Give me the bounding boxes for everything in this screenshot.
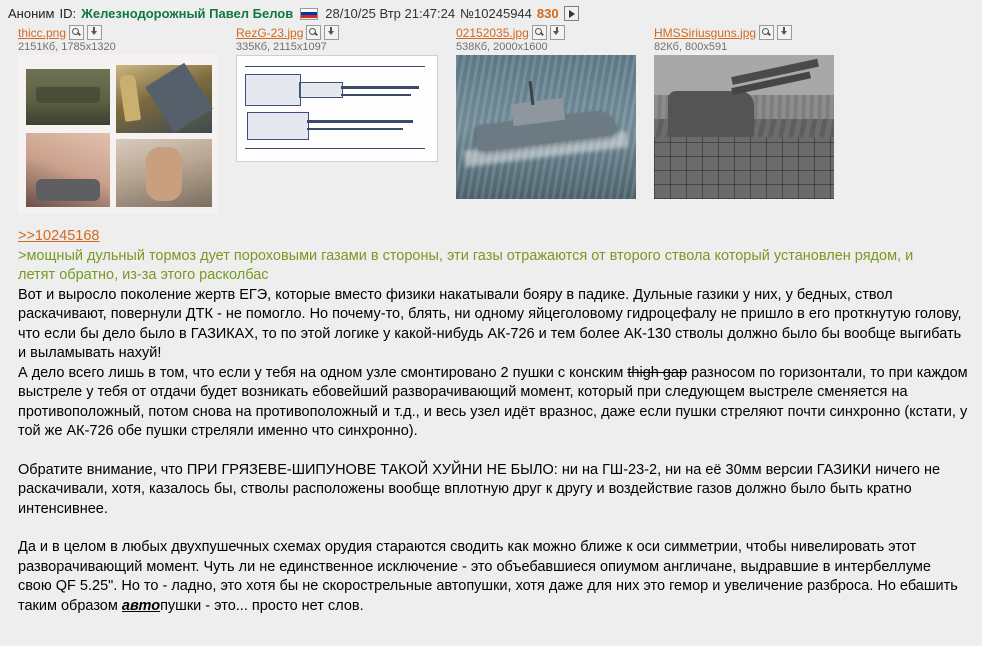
download-icon[interactable] [87, 25, 102, 40]
paragraph-4-part-2: пушки - это... просто нет слов. [160, 597, 364, 614]
thumb-tank-region [26, 69, 110, 125]
paragraph-4 [18, 538, 968, 616]
search-icon[interactable] [532, 25, 547, 40]
attachment-1 [18, 25, 218, 213]
attachment-3-thumbnail[interactable] [456, 55, 636, 199]
attachment-4 [654, 25, 834, 199]
blueprint-part [299, 82, 343, 98]
id-label: ID: [59, 6, 77, 21]
attachment-2-filename[interactable]: RezG-23.jpg [236, 25, 304, 40]
download-icon[interactable] [324, 25, 339, 40]
play-icon[interactable] [564, 6, 579, 21]
download-icon[interactable] [550, 25, 565, 40]
paragraph-spacer [18, 442, 968, 461]
poster-name[interactable]: Железнодорожный Павел Белов [81, 6, 294, 21]
attachment-2-meta: 335Кб, 2115x1097 [236, 41, 327, 53]
emphasized-text: авто [121, 597, 161, 614]
backlink-row [18, 227, 968, 247]
blueprint-part [245, 74, 301, 106]
paragraph-2-part-2: разносом по горизонтали, то при каждом выстреле у тебя от отдачи будет возникать ебовейший разворачивающий момент, который при следующем выстреле сменяется на противоположный, потом снова на противоположный и т.д., и весь узел идёт вразнос, даже если пушки стреляют почти синхронно (кстати, у той же АК-726 обе пушки стреляли именно что синхронно). [18, 364, 968, 439]
blueprint-line [245, 66, 425, 67]
paragraph-1: Вот и выросло поколение жертв ЕГЭ, которые вместо физики накатывали бояру в падике. Дульные газики у них, у бедных, ствол раскачивают, повернули ДТК - не помогло. Но почему-то, блять, ни одному яйцеголовому гидроцефалу не пришло в его проткнутую голову, что если бы дело было в ГАЗИКАХ, то по этой логике у какой-нибудь АК-726 и тем более АК-130 стволы должно было бы вообще выгибать и выламывать нахуй! [18, 286, 962, 361]
search-icon[interactable] [759, 25, 774, 40]
naval-gun-region [668, 91, 754, 137]
attachment-4-thumbnail[interactable] [654, 55, 834, 199]
post-header [8, 6, 974, 25]
post-timestamp: 28/10/25 Втр 21:47:24 [325, 6, 456, 21]
attachment-3-meta: 538Кб, 2000x1600 [456, 41, 548, 53]
attachment-2-namerow [236, 25, 438, 40]
blueprint-line [307, 120, 413, 123]
post-body [8, 227, 974, 616]
blueprint-line [341, 86, 419, 89]
attachment-4-namerow [654, 25, 834, 40]
blueprint-part [247, 112, 309, 140]
attachment-3-filename[interactable]: 02152035.jpg [456, 25, 529, 40]
blueprint-line [245, 148, 425, 149]
attachment-list [8, 25, 974, 213]
attachment-4-meta: 82Кб, 800x591 [654, 41, 728, 53]
search-icon[interactable] [306, 25, 321, 40]
paragraph-3: Обратите внимание, что ПРИ ГРЯЗЕВЕ-ШИПУНОВЕ ТАКОЙ ХУЙНИ НЕ БЫЛО: ни на ГШ-23-2, ни на её 30мм версии ГАЗИКИ ничего не раскачивали, хотя, казалось бы, стволы расположены вообще вплотную друг к другу и воздействие газов должно было быть кратно интенсивнее. [18, 461, 941, 517]
thumb-photo-region-1 [26, 133, 110, 207]
russia-flag-icon [300, 8, 318, 20]
attachment-1-filename[interactable]: thicc.png [18, 25, 67, 40]
quoted-text-line-2: летят обратно, из-за этого расколбас [18, 267, 269, 283]
attachment-2-thumbnail[interactable] [236, 55, 438, 162]
strikethrough-text: thigh gap [627, 364, 688, 381]
attachment-3-namerow [456, 25, 636, 40]
attachment-1-namerow [18, 25, 218, 40]
thumb-shells-region [116, 65, 212, 133]
blueprint-line [307, 128, 403, 130]
deck-cargo-region [654, 137, 834, 199]
paragraph-2-part-1: А дело всего лишь в том, что если у тебя на одном узле смонтировано 2 пушки с конским [18, 364, 628, 381]
quoted-text-line-1: >мощный дульный тормоз дует пороховыми газами в стороны, эти газы отражаются от второго ствола который установлен рядом, и [18, 247, 914, 264]
post-backlink[interactable]: >>10245168 [18, 228, 100, 244]
thumb-photo-region-2 [116, 139, 212, 207]
attachment-1-meta: 2151Кб, 1785x1320 [18, 41, 116, 53]
attachment-2 [236, 25, 438, 162]
anon-label: Аноним [8, 6, 55, 21]
paragraph-spacer [18, 519, 968, 538]
paragraph-4-part-1: Да и в целом в любых двухпушечных схемах орудия стараются сводить как можно ближе к оси симметрии, чтобы нивелировать этот разворачивающий момент. Чуть ли не единственное исключение - это объебавшиеся опиумом англичане, выдравшие в интербеллуме свою QF 5.25". Но то - ладно, это хотя бы не скорострельные автопушки, хотя даже для них это гемор и увеличение разброса. Но ебашить таким образом [18, 539, 958, 614]
attachment-3 [456, 25, 636, 199]
reply-count[interactable]: 830 [536, 6, 559, 21]
paragraph-2 [18, 364, 968, 442]
blueprint-line [341, 94, 411, 96]
search-icon[interactable] [69, 25, 84, 40]
attachment-4-filename[interactable]: HMSSiriusguns.jpg [654, 25, 757, 40]
attachment-1-thumbnail[interactable] [18, 55, 218, 213]
download-icon[interactable] [777, 25, 792, 40]
post-number[interactable]: №10245944 [460, 6, 532, 21]
